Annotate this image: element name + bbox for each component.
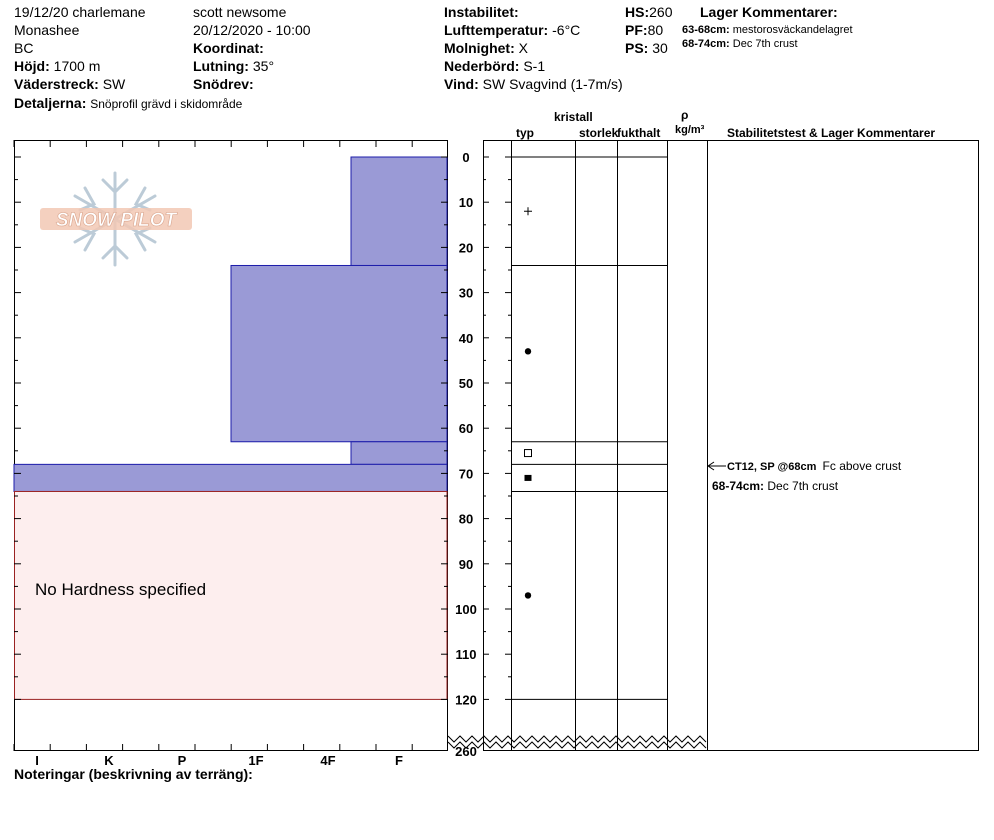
ps-label: PS:	[625, 40, 649, 56]
layer-comments-title: Lager Kommentarer:	[700, 4, 838, 20]
hardness-tick-label: K	[104, 753, 114, 768]
density-symbol: ρ	[681, 108, 689, 122]
depth-tick-label: 40	[458, 330, 474, 346]
layer-comment-range: 63-68cm:	[682, 24, 730, 36]
hardness-layer-bar	[14, 464, 447, 491]
depth-tick-label: 120	[455, 692, 477, 708]
slope-value: 35°	[252, 58, 275, 74]
slope-label: Lutning:	[193, 58, 249, 74]
cloud-label: Molnighet:	[444, 40, 515, 56]
depth-tick-label: 90	[458, 556, 474, 572]
density-unit: kg/m³	[675, 124, 705, 136]
observation-datetime: 20/12/2020 - 10:00	[193, 22, 311, 38]
date-location: 19/12/20 charlemane	[14, 4, 146, 20]
drift-label: Snödrev:	[193, 76, 254, 92]
depth-tick-label: 80	[458, 511, 474, 527]
wind-label: Vind:	[444, 76, 479, 92]
pf-value: 80	[647, 22, 664, 38]
depth-tick-label: 100	[455, 602, 477, 617]
stability-layer-range: 68-74cm:	[712, 479, 765, 493]
crust-grain-icon	[525, 475, 532, 481]
pf-label: PF:	[625, 22, 648, 38]
hardness-tick-label: P	[177, 753, 187, 768]
precip-label: Nederbörd:	[444, 58, 520, 74]
aspect-value: SW	[102, 76, 126, 92]
stability-layer-text: Dec 7th crust	[767, 479, 839, 493]
aspect-label: Väderstreck:	[14, 76, 99, 92]
layer-comment-range: 68-74cm:	[682, 38, 730, 50]
moisture-header: fukthalt	[617, 126, 661, 140]
hs-value: 260	[649, 4, 673, 20]
hardness-tick-label: I	[35, 753, 39, 768]
elevation-value: 1700 m	[53, 58, 101, 74]
mountain-range: Monashee	[14, 22, 80, 38]
stability-test-comment	[727, 459, 901, 473]
coordinate-label: Koordinat:	[193, 40, 264, 56]
hardness-layer-bar	[231, 265, 447, 441]
hs-label: HS:	[625, 4, 650, 20]
hardness-tick-label: F	[395, 753, 403, 768]
rounded-grain-icon	[525, 592, 531, 598]
depth-tick-label: 110	[455, 647, 477, 663]
crystal-header: kristall	[554, 110, 593, 124]
type-header: typ	[516, 126, 534, 140]
stability-layer-comment	[712, 479, 838, 493]
depth-tick-label: 70	[458, 466, 474, 482]
depth-tick-label: 30	[458, 285, 474, 301]
instability-label: Instabilitet:	[444, 4, 519, 20]
stability-test-text: Fc above crust	[822, 459, 902, 473]
hardness-tick-label: 4F	[320, 753, 336, 768]
details-value: Snöprofil grävd i skidområde	[90, 97, 243, 111]
details-label: Detaljerna:	[14, 95, 87, 111]
ps-value: 30	[652, 40, 668, 56]
precip-value: S-1	[523, 58, 546, 74]
hardness-tick-label: 1F	[248, 753, 264, 768]
air-temp-label: Lufttemperatur:	[444, 22, 549, 38]
faceted-grain-icon	[525, 450, 532, 457]
observer: scott newsome	[193, 4, 287, 20]
stability-arrow-icon	[708, 462, 726, 470]
depth-tick-label: 20	[458, 240, 474, 256]
cloud-value: X	[518, 40, 528, 56]
elevation-label: Höjd:	[14, 58, 50, 74]
depth-tick-label: 50	[458, 376, 474, 391]
layer-comment-text: mestorosväckandelagret	[732, 24, 853, 36]
wind-value: SW Svagvind (1-7m/s)	[482, 76, 623, 92]
no-hardness-label: No Hardness specified	[35, 580, 207, 599]
layer-comment-text: Dec 7th crust	[732, 38, 798, 50]
region: BC	[14, 40, 34, 56]
logo-text: SNOW PILOT	[55, 210, 177, 231]
depth-tick-label: 60	[458, 421, 474, 437]
rounded-grain-icon	[525, 348, 531, 354]
notes-label: Noteringar (beskrivning av terräng):	[14, 766, 253, 782]
depth-tick-label: 0	[462, 150, 470, 165]
stability-header: Stabilitetstest & Lager Kommentarer	[727, 126, 936, 140]
hardness-layer-bar	[351, 157, 447, 265]
depth-tick-label: 260	[455, 744, 477, 759]
depth-tick-label: 10	[458, 195, 474, 211]
air-temp-value: -6°C	[552, 22, 581, 38]
stability-test-label: CT12, SP @68cm	[727, 461, 817, 473]
size-header: storlek	[579, 126, 619, 140]
layer-table-frame	[484, 141, 979, 751]
hardness-layer-bar	[351, 442, 447, 465]
